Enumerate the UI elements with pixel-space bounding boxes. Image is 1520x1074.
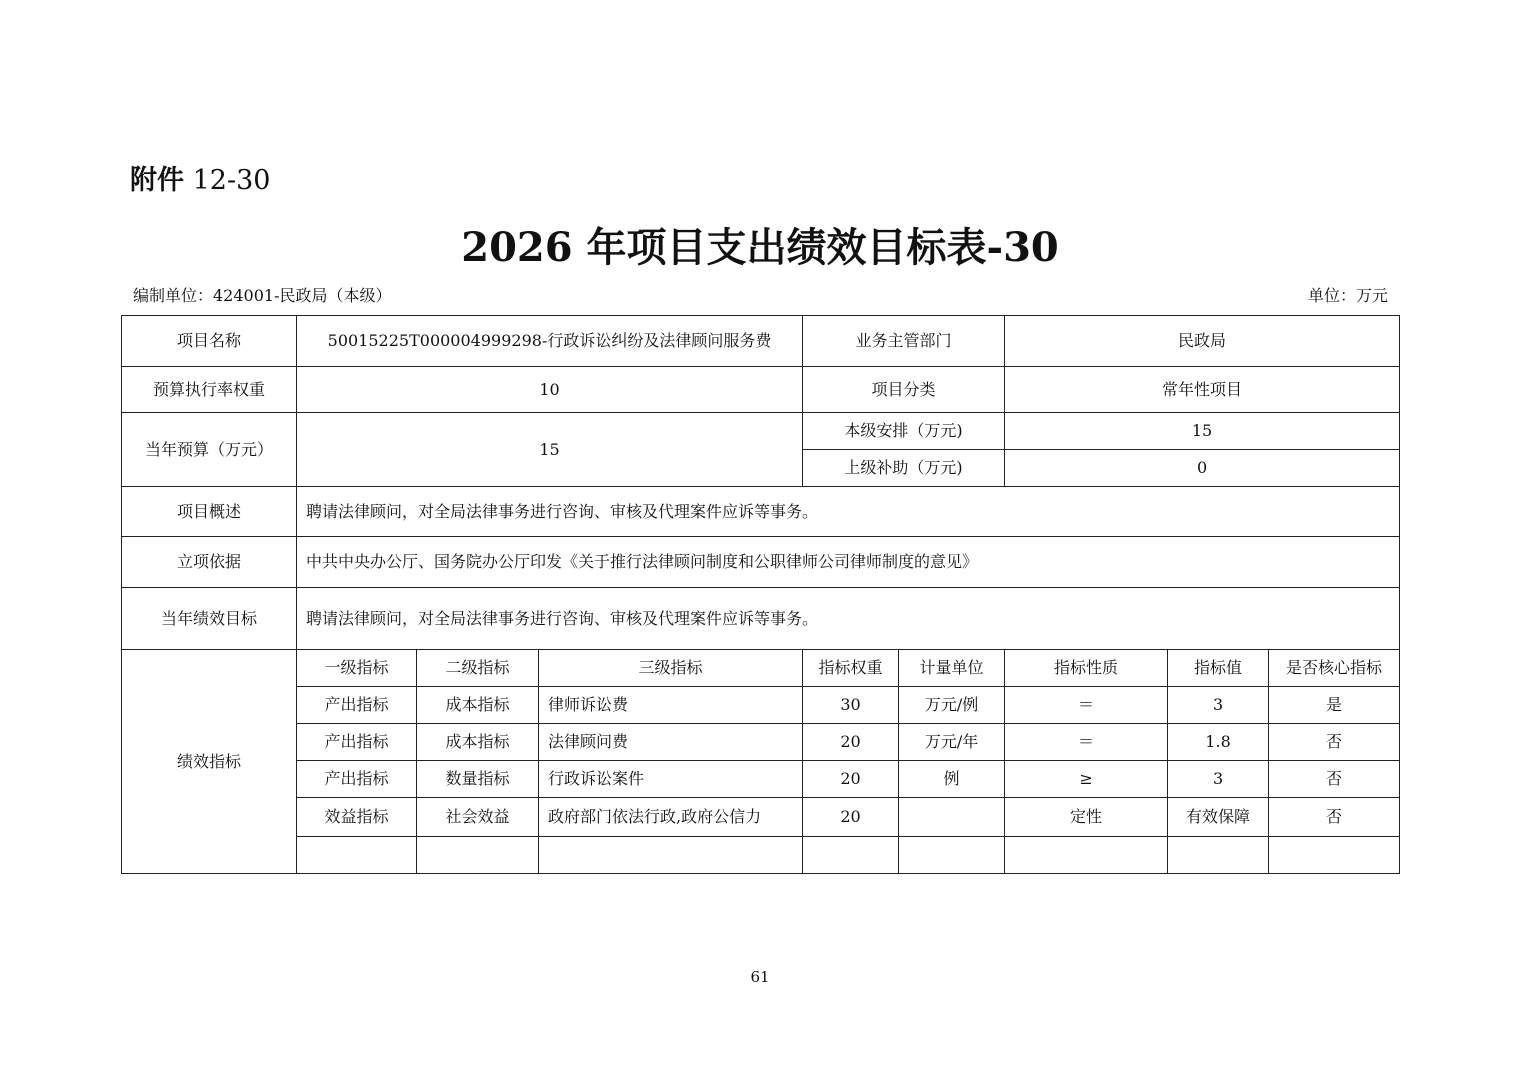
cell-level3: 法律顾问费	[539, 724, 803, 761]
table-row	[122, 537, 1400, 588]
overview-value: 聘请法律顾问，对全局法律事务进行咨询、审核及代理案件应诉等事务。	[297, 487, 1400, 537]
cell-level2: 社会效益	[417, 798, 539, 837]
cell-value: 3	[1168, 687, 1269, 724]
header-unit: 计量单位	[899, 650, 1005, 687]
cell-core	[1269, 837, 1400, 874]
category-value: 常年性项目	[1005, 367, 1400, 413]
page-number: 61	[750, 968, 770, 986]
cell-unit: 例	[899, 761, 1005, 798]
table-row	[122, 761, 1400, 798]
table-row	[122, 413, 1400, 450]
cell-unit: 万元/年	[899, 724, 1005, 761]
cell-level3: 行政诉讼案件	[539, 761, 803, 798]
cell-nature: ＝	[1005, 687, 1168, 724]
cell-level1: 效益指标	[297, 798, 417, 837]
header-level2: 二级指标	[417, 650, 539, 687]
cell-nature: 定性	[1005, 798, 1168, 837]
header-nature: 指标性质	[1005, 650, 1168, 687]
header-value: 指标值	[1168, 650, 1269, 687]
cell-level1: 产出指标	[297, 687, 417, 724]
header-level3: 三级指标	[539, 650, 803, 687]
attachment-label	[130, 164, 270, 198]
table-row	[122, 316, 1400, 367]
performance-target-table	[121, 315, 1400, 874]
budget-label: 当年预算（万元）	[122, 413, 297, 487]
cell-level1: 产出指标	[297, 724, 417, 761]
cell-level2: 成本指标	[417, 724, 539, 761]
cell-unit	[899, 837, 1005, 874]
cell-weight: 20	[803, 761, 899, 798]
cell-level2: 成本指标	[417, 687, 539, 724]
cell-value: 有效保障	[1168, 798, 1269, 837]
cell-core: 否	[1269, 724, 1400, 761]
weight-label: 预算执行率权重	[122, 367, 297, 413]
basis-label: 立项依据	[122, 537, 297, 588]
cell-level1	[297, 837, 417, 874]
header-level1: 一级指标	[297, 650, 417, 687]
cell-unit: 万元/例	[899, 687, 1005, 724]
currency-unit: 单位：万元	[1307, 286, 1388, 305]
cell-core: 是	[1269, 687, 1400, 724]
local-value: 15	[1005, 413, 1400, 450]
cell-level2	[417, 837, 539, 874]
header-core: 是否核心指标	[1269, 650, 1400, 687]
budget-value: 15	[297, 413, 803, 487]
attachment-number: 12-30	[192, 165, 271, 196]
indicator-section-label: 绩效指标	[122, 650, 297, 874]
indicator-header-row	[122, 650, 1400, 687]
cell-weight	[803, 837, 899, 874]
attachment-prefix: 附件	[130, 165, 184, 196]
cell-value: 3	[1168, 761, 1269, 798]
basis-value: 中共中央办公厅、国务院办公厅印发《关于推行法律顾问制度和公职律师公司律师制度的意见》	[297, 537, 1400, 588]
cell-value: 1.8	[1168, 724, 1269, 761]
cell-core: 否	[1269, 798, 1400, 837]
table-row	[122, 798, 1400, 837]
local-label: 本级安排（万元)	[803, 413, 1005, 450]
cell-weight: 20	[803, 798, 899, 837]
table-row	[122, 367, 1400, 413]
goal-label: 当年绩效目标	[122, 588, 297, 650]
cell-level3	[539, 837, 803, 874]
dept-value: 民政局	[1005, 316, 1400, 367]
dept-label: 业务主管部门	[803, 316, 1005, 367]
cell-unit	[899, 798, 1005, 837]
cell-value	[1168, 837, 1269, 874]
cell-level1: 产出指标	[297, 761, 417, 798]
cell-weight: 20	[803, 724, 899, 761]
compiling-unit: 编制单位：424001-民政局（本级）	[133, 286, 392, 305]
cell-nature: ＝	[1005, 724, 1168, 761]
page-title: 2026 年项目支出绩效目标表-30	[461, 224, 1059, 271]
project-name-label: 项目名称	[122, 316, 297, 367]
goal-value: 聘请法律顾问，对全局法律事务进行咨询、审核及代理案件应诉等事务。	[297, 588, 1400, 650]
cell-nature: ≥	[1005, 761, 1168, 798]
table-row	[122, 837, 1400, 874]
category-label: 项目分类	[803, 367, 1005, 413]
cell-weight: 30	[803, 687, 899, 724]
cell-nature	[1005, 837, 1168, 874]
upper-label: 上级补助（万元)	[803, 450, 1005, 487]
table-row	[122, 724, 1400, 761]
project-name-value: 50015225T000004999298-行政诉讼纠纷及法律顾问服务费	[297, 316, 803, 367]
table-row	[122, 687, 1400, 724]
upper-value: 0	[1005, 450, 1400, 487]
cell-level3: 律师诉讼费	[539, 687, 803, 724]
weight-value: 10	[297, 367, 803, 413]
cell-core: 否	[1269, 761, 1400, 798]
table-row	[122, 487, 1400, 537]
table-row	[122, 588, 1400, 650]
header-weight: 指标权重	[803, 650, 899, 687]
cell-level2: 数量指标	[417, 761, 539, 798]
cell-level3: 政府部门依法行政,政府公信力	[539, 798, 803, 837]
overview-label: 项目概述	[122, 487, 297, 537]
